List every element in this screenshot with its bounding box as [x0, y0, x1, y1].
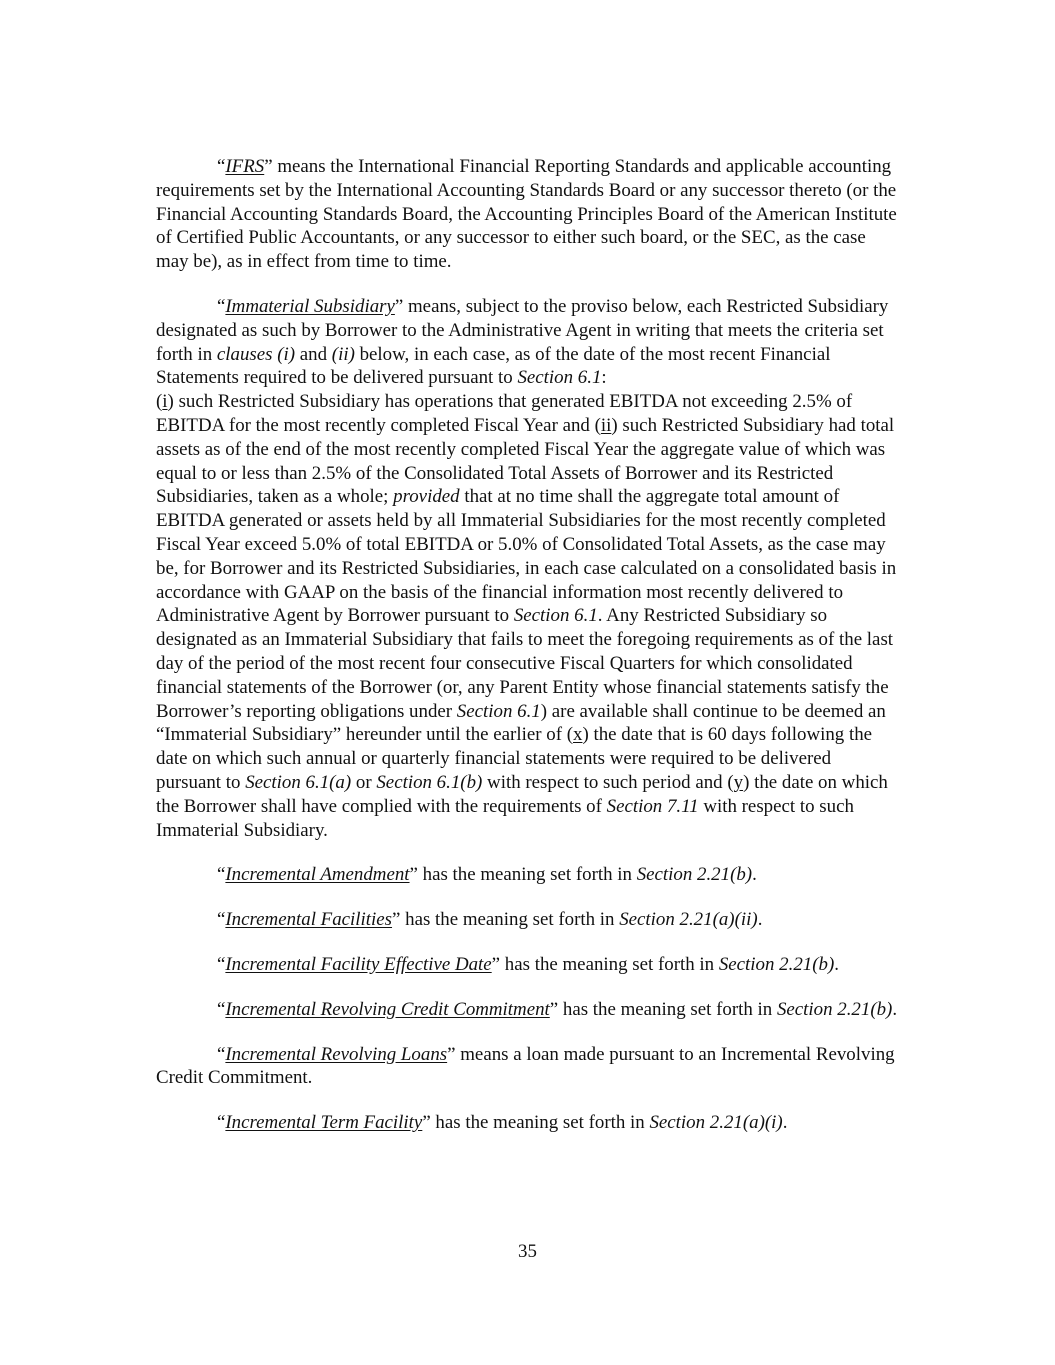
clause-ref: (ii) — [331, 343, 355, 365]
section-ref: Section 6.1(a) — [245, 771, 352, 793]
page-number: 35 — [518, 1241, 537, 1262]
section-ref: Section 6.1 — [517, 367, 602, 389]
definition-text: or — [351, 771, 377, 793]
definition-text: means the International Financial Reporting Standards and applicable accounting requirements set by the International Accounting Standards Board or any successor thereto (or the Financial Accounting Standards Board, the Accounting Principles Board of the American Institute of Certified Public Accountants, or any successor to either such board, or the SEC, as the case may be), as in effect from time to time. — [156, 156, 897, 273]
provided-term: provided — [393, 486, 460, 508]
section-ref: Section 2.21(a)(i) — [649, 1112, 783, 1134]
definition-text: such Restricted Subsidiary has operations that generated EBITDA not exceeding 2.5% of EBITDA for the most recently completed Fiscal Year and ( — [156, 391, 853, 436]
definition-incremental-revolving-credit-commitment: “Incremental Revolving Credit Commitment” has the meaning set forth in Section 2.21(b). — [217, 998, 898, 1020]
document-page — [156, 155, 900, 1156]
definition-text: : — [601, 367, 607, 389]
definition-text: has the meaning set forth in — [417, 864, 637, 886]
definition-text: ) such Restricted Subsidiary had total assets as of the end of the most recently completed Fiscal Year the aggregate value of which was equal to or less than 2.5% of the Consolidated Total Assets of Borrower and its Restricted Subsidiaries, taken as a whole; — [156, 414, 895, 508]
definition-incremental-amendment: “Incremental Amendment” has the meaning set forth in Section 2.21(b). — [217, 864, 757, 886]
definition-text: . Any Restricted Subsidiary so designated as an Immaterial Subsidiary that fails to meet the foregoing requirements as of the last day of the period of the most recent four consecutive Fiscal Quarters for which consolidated financial statements of the Borrower (or, any Parent Entity whose financial statements satisfy the Borrower’s reporting obligations under — [156, 605, 894, 722]
definition-incremental-term-facility: “Incremental Term Facility” has the meaning set forth in Section 2.21(a)(i). — [217, 1112, 788, 1134]
section-ref: Section 7.11 — [606, 795, 699, 817]
section-ref: Section 6.1 — [513, 605, 598, 627]
definition-text: has the meaning set forth in — [430, 1112, 650, 1134]
definition-text: has the meaning set forth in — [500, 953, 719, 975]
definition-text: and — [295, 343, 332, 365]
clause-ref: clauses (i) — [216, 343, 296, 365]
definition-text: has the meaning set forth in — [400, 909, 620, 931]
definition-incremental-facilities: “Incremental Facilities” has the meaning set forth in Section 2.21(a)(ii). — [217, 909, 763, 931]
definition-text: has the meaning set forth in — [558, 998, 777, 1020]
section-ref: Section 2.21(a)(ii) — [619, 909, 758, 931]
defined-term: Incremental Revolving Loans — [225, 1043, 448, 1065]
defined-term: Incremental Term Facility — [225, 1112, 423, 1134]
clause-label: ii — [600, 414, 612, 436]
definition-immaterial-subsidiary: “Immaterial Subsidiary” means, subject to the proviso below, each Restricted Subsidiary designated as such by Borrower to the Administrative Agent in writing that meets the criteria set forth in clauses (i) and (ii) below, in each case, as of the date of the most recent Financial Statements required to be delivered pursuant to Section 6.1: (i) such Restricted Subsidiary has operations that generated EBITDA not exceeding 2.5% of EBITDA for the most recently completed Fiscal Year and (ii) such Restricted Subsidiary had total assets as of the end of the most recently completed Fiscal Year the aggregate value of which was equal to or less than 2.5% of the Consolidated Total Assets of Borrower and its Restricted Subsidiaries, taken as a whole; provided that at no time shall the aggregate total amount of EBITDA generated or assets held by all Immaterial Subsidiaries for the most recently completed Fiscal Year exceed 5.0% of total EBITDA or 5.0% of Consolidated Total Assets, as the case may be, for Borrower and its Restricted Subsidiaries, in each case calculated on a consolidated basis in accordance with GAAP on the basis of the financial information most recently delivered to Administrative Agent by Borrower pursuant to Section 6.1. Any Restricted Subsidiary so designated as an Immaterial Subsidiary that fails to meet the foregoing requirements as of the last day of the period of the most recent four consecutive Fiscal Quarters for which consolidated financial statements of the Borrower (or, any Parent Entity whose financial statements satisfy the Borrower’s reporting obligations under Section 6.1) are available shall continue to be deemed an “Immaterial Subsidiary” hereunder until the earlier of (x) the date that is 60 days following the date on which such annual or quarterly financial statements were required to be delivered pursuant to Section 6.1(a) or Section 6.1(b) with respect to such period and (y) the date on which the Borrower shall have complied with the requirements of Section 7.11 with respect to such Immaterial Subsidiary. — [156, 295, 897, 841]
definition-text: below, in each case, as of the date of the most recent Financial Statements required to be delivered pursuant to — [156, 343, 831, 389]
defined-term: Incremental Revolving Credit Commitment — [225, 998, 550, 1020]
definition-text: that at no time shall the aggregate total amount of EBITDA generated or assets held by all Immaterial Subsidiaries for the most recently completed Fiscal Year exceed 5.0% of total EBITDA or 5.0% of Consolidated Total Assets, as the case may be, for Borrower and its Restricted Subsidiaries, in each case calculated on a consolidated basis in accordance with GAAP on the basis of the financial information most recently delivered to Administrative Agent by Borrower pursuant to — [156, 486, 897, 627]
section-ref: Section 2.21(b) — [636, 864, 753, 886]
definition-text: with respect to such period and ( — [482, 771, 734, 793]
section-ref: Section 6.1 — [456, 700, 541, 722]
defined-term: Immaterial Subsidiary — [225, 295, 395, 317]
definition-text: ) the date that is 60 days following the date on which such annual or quarterly financial statements were required to be delivered pursuant to — [156, 724, 873, 793]
clause-label: x — [573, 724, 583, 746]
definition-text: ) are available shall continue to be deemed an “Immaterial Subsidiary” hereunder until the earlier of ( — [156, 700, 886, 746]
defined-term: Incremental Amendment — [225, 864, 410, 886]
clause-label: y — [733, 771, 744, 793]
definition-incremental-revolving-loans: “Incremental Revolving Loans” means a loan made pursuant to an Incremental Revolving Credit Commitment. — [156, 1043, 895, 1089]
defined-term: Incremental Facilities — [225, 909, 393, 931]
defined-term: Incremental Facility Effective Date — [225, 953, 492, 975]
definition-text: means, subject to the proviso below, each Restricted Subsidiary designated as such by Borrower to the Administrative Agent in writing that meets the criteria set forth in — [156, 295, 889, 365]
definition-text: ) the date on which the Borrower shall have complied with the requirements of — [156, 771, 888, 817]
definition-incremental-facility-effective-date: “Incremental Facility Effective Date” has the meaning set forth in Section 2.21(b). — [217, 953, 839, 975]
section-ref: Section 2.21(b) — [718, 953, 835, 975]
definition-text: with respect to such Immaterial Subsidiary. — [156, 795, 854, 841]
section-ref: Section 6.1(b) — [376, 771, 483, 793]
defined-term: IFRS — [225, 156, 265, 177]
clause-label: i — [162, 391, 168, 413]
section-ref: Section 2.21(b) — [776, 998, 893, 1020]
definition-ifrs: “IFRS” means the International Financial Reporting Standards and applicable accounting requirements set by the International Accounting Standards Board or any successor thereto (or the Financial Accounting Standards Board, the Accounting Principles Board of the American Institute of Certified Public Accountants, or any successor to either such board, or the SEC, as the case may be), as in effect from time to time. — [156, 156, 897, 273]
definition-text: means a loan made pursuant to an Incremental Revolving Credit Commitment. — [156, 1043, 895, 1089]
